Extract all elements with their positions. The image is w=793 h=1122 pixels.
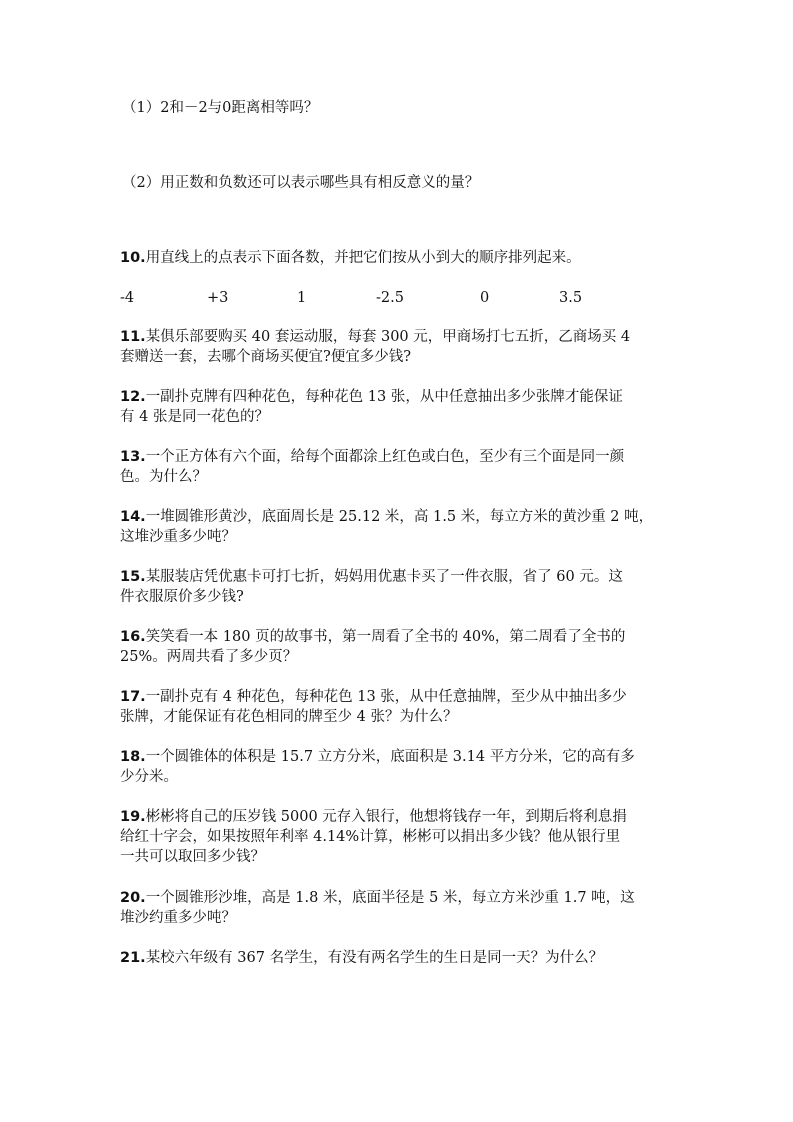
- question-17-continued: 张牌，才能保证有花色相同的牌至少 4 张？为什么？: [120, 709, 458, 725]
- question-20-continued: 堆沙约重多少吨？: [120, 910, 236, 926]
- question-number: 14.: [120, 509, 146, 525]
- number-item: 3.5: [559, 290, 583, 306]
- question-13-continued: 色。为什么？: [120, 469, 207, 485]
- question-11-continued: 套赠送一套，去哪个商场买便宜?便宜多少钱?: [120, 349, 412, 365]
- question-text: 一个圆锥形沙堆，高是 1.8 米，底面半径是 5 米，每立方米沙重 1.7 吨，这: [145, 890, 635, 906]
- question-number: 12.: [120, 389, 146, 405]
- question-17: [120, 687, 627, 707]
- question-text: 一个圆锥体的体积是 15.7 立方分米，底面积是 3.14 平方分米，它的高有多: [145, 749, 635, 765]
- question-19: [120, 807, 627, 827]
- question-14-continued: 这堆沙重多少吨？: [120, 529, 236, 545]
- question-number: 17.: [120, 689, 146, 705]
- question-21: [120, 948, 603, 968]
- question-text: 一堆圆锥形黄沙，底面周长是 25.12 米，高 1.5 米，每立方米的黄沙重 2 吨，: [145, 509, 654, 525]
- question-18-continued: 少分米。: [120, 769, 178, 785]
- number-item: 0: [480, 290, 490, 306]
- question-number: 16.: [120, 629, 146, 645]
- number-item: -2.5: [376, 290, 404, 306]
- question-text: 某校六年级有 367 名学生，有没有两名学生的生日是同一天？为什么？: [145, 950, 604, 966]
- question-19-continued: 给红十字会，如果按照年利率 4.14%计算，彬彬可以捐出多少钱？他从银行里: [120, 829, 621, 845]
- number-item: +3: [207, 290, 229, 306]
- question-13: [120, 447, 624, 467]
- question-number: 18.: [120, 749, 146, 765]
- subquestion-2: （2）用正数和负数还可以表示哪些具有相反意义的量？: [122, 175, 480, 191]
- question-16-continued: 25%。两周共看了多少页？: [120, 649, 298, 665]
- question-15-continued: 件衣服原价多少钱?: [120, 589, 244, 605]
- question-text: 一副扑克牌有四种花色，每种花色 13 张，从中任意抽出多少张牌才能保证: [145, 389, 623, 405]
- number-item: 1: [297, 290, 307, 306]
- question-19-continued: 一共可以取回多少钱？: [120, 849, 265, 865]
- question-number: 10.: [120, 250, 146, 266]
- number-list: [120, 288, 600, 308]
- question-text: 彬彬将自己的压岁钱 5000 元存入银行，他想将钱存一年，到期后将利息捐: [145, 809, 627, 825]
- question-number: 20.: [120, 890, 146, 906]
- question-text: 某服装店凭优惠卡可打七折，妈妈用优惠卡买了一件衣服，省了 60 元。这: [145, 569, 623, 585]
- question-12: [120, 387, 623, 407]
- question-text: 笑笑看一本 180 页的故事书，第一周看了全书的 40%，第二周看了全书的: [145, 629, 626, 645]
- question-20: [120, 888, 635, 908]
- question-number: 15.: [120, 569, 146, 585]
- question-10: [120, 248, 581, 268]
- question-number: 13.: [120, 449, 146, 465]
- question-14: [120, 507, 653, 527]
- question-16: [120, 627, 625, 647]
- question-number: 11.: [120, 329, 146, 345]
- question-number: 19.: [120, 809, 146, 825]
- question-text: 某俱乐部要购买 40 套运动服，每套 300 元，甲商场打七五折，乙商场买 4: [145, 329, 631, 345]
- subquestion-1: （1）2和－2与0距离相等吗？: [122, 100, 319, 116]
- question-18: [120, 747, 635, 767]
- question-12-continued: 有 4 张是同一花色的？: [120, 409, 269, 425]
- question-text: 用直线上的点表示下面各数，并把它们按从小到大的顺序排列起来。: [145, 250, 581, 266]
- question-text: 一副扑克有 4 种花色，每种花色 13 张，从中任意抽牌，至少从中抽出多少: [145, 689, 627, 705]
- question-11: [120, 327, 630, 347]
- question-text: 一个正方体有六个面，给每个面都涂上红色或白色，至少有三个面是同一颜: [145, 449, 625, 465]
- question-number: 21.: [120, 950, 146, 966]
- question-15: [120, 567, 623, 587]
- number-item: -4: [120, 290, 135, 306]
